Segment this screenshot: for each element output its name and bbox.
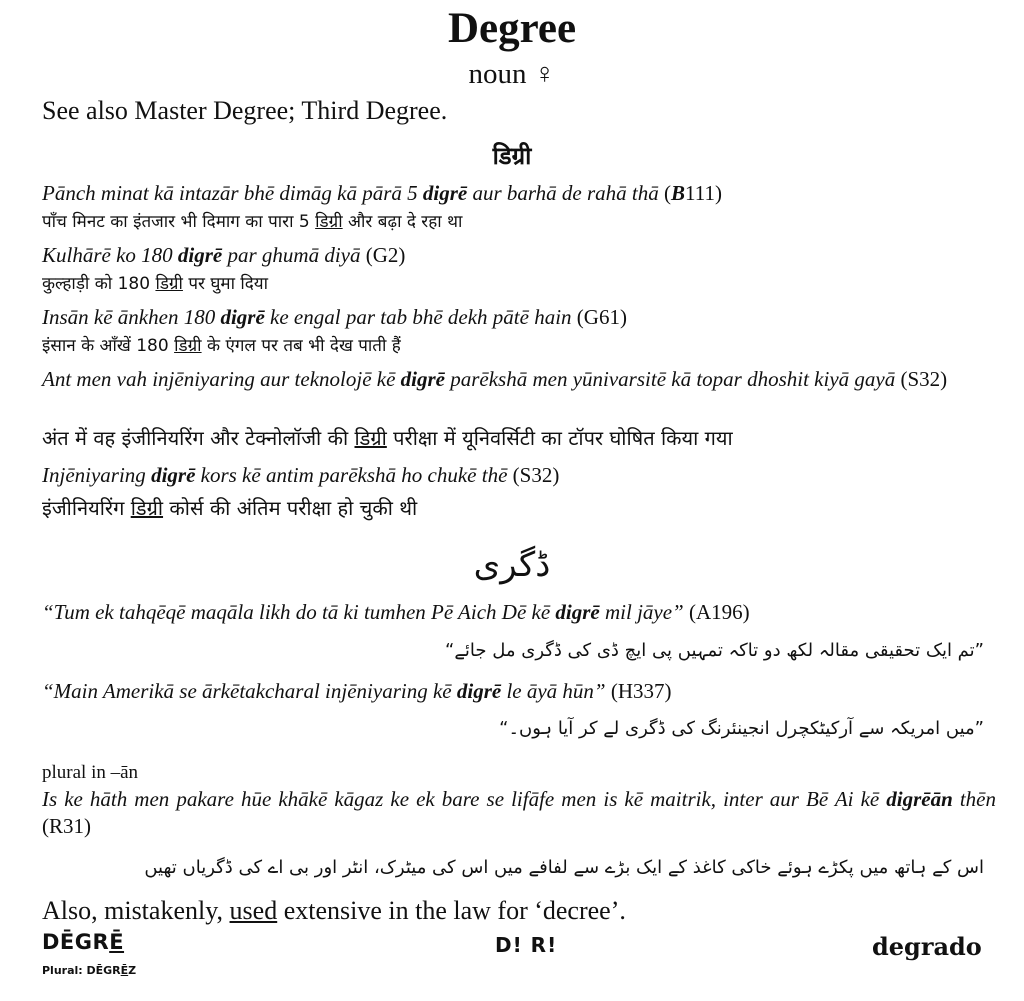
example-romanized: “Tum ek tahqēqē maqāla likh do tā ki tumhen Pē Aich Dē kē digrē mil jāye” (A196) bbox=[42, 600, 750, 624]
plural-label: Plural: DĒGRĒZ bbox=[42, 964, 137, 977]
part-of-speech: noun ♀ bbox=[468, 58, 556, 90]
example-urdu: ”تم ایک تحقیقی مقالہ لکھ دو تاکہ تمہیں پی ایچ ڈی کی ڈگری مل جائے“ bbox=[445, 640, 984, 661]
example-urdu: ”میں امریکہ سے آرکیٹکچرل انجینئرنگ کی ڈگری لے کر آیا ہوں۔“ bbox=[499, 718, 984, 739]
example-romanized: Is ke hāth men pakare hūe khākē kāgaz ke ek bare se lifāfe men is kē maitrik, inter aur Bē Ai kē digrēān thēn (R31) bbox=[42, 787, 997, 838]
example-romanized: Insān kē ānkhen 180 digrē ke engal par tab bhē dekh pātē hain (G61) bbox=[42, 305, 627, 329]
example-hindi: पाँच मिनट का इंतजार भी दिमाग का पारा 5 डिग्री और बढ़ा दे रहा था bbox=[42, 212, 463, 232]
headword: Degree bbox=[447, 5, 577, 52]
symbol-font-glyphs: D! R! bbox=[495, 933, 558, 957]
example-hindi: कुल्हाड़ी को 180 डिग्री पर घुमा दिया bbox=[42, 274, 269, 294]
example-hindi: इंसान के आँखें 180 डिग्री के एंगल पर तब भी देख पाती हैं bbox=[42, 336, 401, 356]
usage-note: Also, mistakenly, used extensive in the law for ‘decree’. bbox=[42, 896, 626, 925]
transliteration: DĒGRĒ bbox=[42, 930, 125, 954]
blackletter-word: degrado bbox=[872, 932, 982, 961]
plural-note: plural in –ān bbox=[42, 762, 139, 783]
example-romanized: “Main Amerikā se ārkētakcharal injēniyaring kē digrē le āyā hūn” (H337) bbox=[42, 679, 672, 703]
example-hindi: अंत में वह इंजीनियरिंग और टेक्नोलॉजी की डिग्री परीक्षा में यूनिवर्सिटी का टॉपर घोषित किया गया bbox=[42, 426, 733, 450]
example-romanized: Pānch minat kā intazār bhē dimāg kā pārā 5 digrē aur barhā de rahā thā (B111) bbox=[42, 181, 722, 205]
example-romanized: Kulhārē ko 180 digrē par ghumā diyā (G2) bbox=[42, 243, 406, 267]
example-urdu: اس کے ہاتھ میں پکڑے ہوئے خاکی کاغذ کے ایک بڑے سے لفافے میں اس کی میٹرک، انٹر اور بی اے کی ڈگریاں تھیں bbox=[144, 857, 984, 878]
example-hindi: इंजीनियरिंग डिग्री कोर्स की अंतिम परीक्षा हो चुकी थी bbox=[42, 496, 418, 520]
urdu-heading: ڈگری bbox=[473, 545, 551, 585]
example-romanized: Ant men vah injēniyaring aur teknolojē kē digrē parēkshā men yūnivarsitē kā topar dhoshit kiyā gayā (S32) bbox=[42, 367, 948, 391]
hindi-heading: डिग्री bbox=[492, 142, 532, 170]
see-also-note: See also Master Degree; Third Degree. bbox=[42, 96, 448, 125]
example-romanized: Injēniyaring digrē kors kē antim parēkshā ho chukē thē (S32) bbox=[42, 463, 560, 487]
